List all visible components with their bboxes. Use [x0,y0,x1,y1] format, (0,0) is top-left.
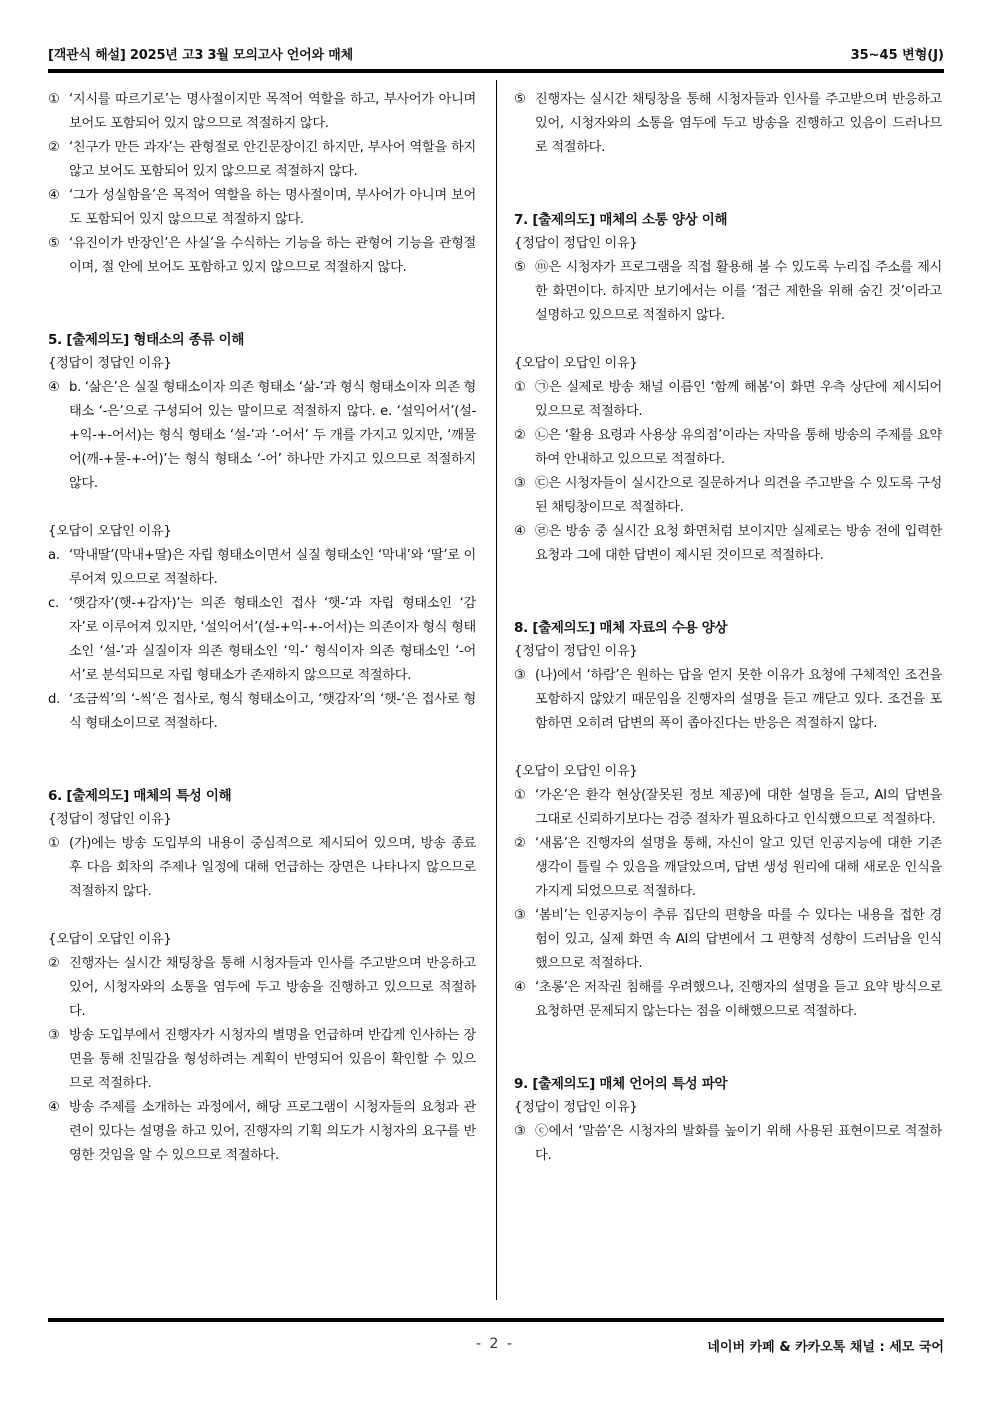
spacer [514,328,942,352]
item-marker: ④ [48,380,60,395]
correct-label: {정답이 정답인 이유} [514,236,638,251]
list-item [48,184,476,232]
q9-heading: 9. [출제의도] 매체 언어의 특성 파악 [514,1076,728,1092]
spacer [514,568,942,592]
q8-heading: 8. [출제의도] 매체 자료의 수용 양상 [514,620,728,636]
item-text: ‘가온’은 환각 현상(잘못된 정보 제공)에 대한 설명을 듣고, AI의 답변을 그대로 신뢰하기보다는 검증 절차가 필요하다고 인식했으므로 적절하다. [535,788,942,827]
spacer [48,280,476,304]
item-text: ㉣은 방송 중 실시간 요청 화면처럼 보이지만 실제로는 방송 전에 입력한 요청과 그에 대한 답변이 제시된 것이므로 적절하다. [535,524,942,563]
item-text: ‘그가 성실함을’은 목적어 역할을 하는 명사절이며, 부사어가 아니며 보어도 포함되어 있지 않으므로 적절하지 않다. [69,188,476,227]
item-text: ⓒ에서 ‘말씀’은 시청자의 발화를 높이기 위해 사용된 표현이므로 적절하다. [535,1124,942,1163]
spacer [48,736,476,760]
item-text: ‘초롱’은 저작권 침해를 우려했으나, 진행자의 설명을 듣고 요약 방식으로 요청하면 문제되지 않는다는 점을 이해했으므로 적절하다. [535,980,942,1019]
item-text: ‘햇감자’(햇-+감자)’는 의존 형태소인 접사 ‘햇-’과 자립 형태소인 ‘감자’로 이루어져 있지만, ‘설익어서’(설-+익-+-어서)는 의존이자 형식 형태소인 ‘설-’과 실질이자 의존 형태소인 ‘익-’ 형식이자 의존 형태소인 ‘-어서’로 분석되므로 자립 형태소가 존재하지 않으므로 적절하다. [69,596,476,683]
q7-heading: 7. [출제의도] 매체의 소통 양상 이해 [514,212,728,228]
item-marker: ② [514,428,526,443]
item-text: 방송 주제를 소개하는 과정에서, 해당 프로그램이 시청자들의 요청과 관련이 있다는 설명을 하고 있어, 진행자의 기획 의도가 시청자의 요구를 반영한 것임을 알 수 있으므로 적절하다. [69,1100,476,1163]
q6-heading: 6. [출제의도] 매체의 특성 이해 [48,788,232,804]
wrong-item [514,472,942,520]
wrong-item [48,1096,476,1168]
left-column [48,88,476,1168]
item-text: ㉠은 실제로 방송 채널 이름인 ‘함께 해봄’이 화면 우측 상단에 제시되어 있으므로 적절하다. [535,380,942,419]
wrong-item [514,520,942,568]
spacer [514,160,942,184]
item-marker: ④ [514,980,526,995]
item-text: ‘봄비’는 인공지능이 추류 집단의 편향을 따를 수 있다는 내용을 접한 경험이 있고, 실제 화면 속 AI의 답변에서 그 편향적 성향이 드러남을 인식했으므로 적절하다. [535,908,942,971]
q5-heading: 5. [출제의도] 형태소의 종류 이해 [48,332,245,348]
column-divider [496,80,497,1300]
footer-rule [48,1318,944,1322]
item-marker: ③ [514,908,526,923]
wrong-item [48,592,476,688]
page-number: - 2 - [476,1336,514,1352]
item-text: 진행자는 실시간 채팅창을 통해 시청자들과 인사를 주고받으며 반응하고 있어, 시청자와의 소통을 염두에 두고 방송을 진행하고 있음이 드러나므로 적절하다. [535,92,942,155]
correct-item [514,1120,942,1168]
item-marker: ③ [514,668,526,683]
correct-label: {정답이 정답인 이유} [48,356,172,371]
item-text: ㉢은 시청자들이 실시간으로 질문하거나 의견을 주고받을 수 있도록 구성된 채팅창이므로 적절하다. [535,476,942,515]
correct-item [48,376,476,496]
item-marker: d. [48,692,60,707]
header-rule [48,69,944,73]
item-marker: ⑤ [514,260,526,275]
item-text: ‘유진이가 반장인’은 사실’을 수식하는 기능을 하는 관형어 기능을 관형절이며, 절 안에 보어도 포함하고 있지 않으므로 적절하지 않다. [69,236,476,275]
wrong-label: {오답이 오답인 이유} [48,524,172,539]
item-text: 방송 도입부에서 진행자가 시청자의 별명을 언급하며 반갑게 인사하는 장면을 통해 친밀감을 형성하려는 계획이 반영되어 있음이 확인할 수 있으므로 적절하다. [69,1028,476,1091]
item-text: ㉡은 ‘활용 요령과 사용상 유의점’이라는 자막을 통해 방송의 주제를 요약하여 안내하고 있으므로 적절하다. [535,428,942,467]
item-text: ‘조금씩’의 ‘-씩’은 접사로, 형식 형태소이고, ‘햇감자’의 ‘햇-’은 접사로 형식 형태소이므로 적절하다. [69,692,476,731]
correct-label: {정답이 정답인 이유} [48,812,172,827]
spacer [48,496,476,520]
correct-label: {정답이 정답인 이유} [514,644,638,659]
item-marker: ④ [48,188,60,203]
item-text: ‘새롬’은 진행자의 설명을 통해, 자신이 알고 있던 인공지능에 대한 기존 생각이 틀릴 수 있음을 깨달았으며, 답변 생성 원리에 대해 새로운 인식을 가지게 되었으므로 적절하다. [535,836,942,899]
footer-channel: 네이버 카페 & 카카오톡 채널 : 세모 국어 [707,1340,944,1355]
item-marker: ⑤ [48,236,60,251]
item-marker: ④ [514,524,526,539]
spacer [48,760,476,784]
item-text: b. ‘삶은’은 실질 형태소이자 의존 형태소 ‘삶-’과 형식 형태소이자 의존 형태소 ‘-은’으로 구성되어 있는 말이므로 적절하지 않다. e. ‘설익어서’(설-+익-+-어서)는 형식 형태소 ‘설-’과 ‘-어서’ 두 개를 가지고 있지만, ‘깨물어(깨-+물-+-어)’는 형식 형태소 ‘-어’ 하나만 가지고 있으므로 적절하지 않다. [69,380,476,491]
list-item [48,88,476,136]
item-marker: ④ [48,1100,60,1115]
wrong-item [514,976,942,1024]
item-marker: ③ [514,1124,526,1139]
item-marker: ① [514,788,526,803]
item-marker: ③ [514,476,526,491]
spacer [514,1048,942,1072]
item-marker: ② [514,836,526,851]
wrong-item [514,904,942,976]
wrong-item [48,688,476,736]
list-item [48,136,476,184]
wrong-label: {오답이 오답인 이유} [48,932,172,947]
item-marker: ① [48,836,60,851]
item-text: (나)에서 ‘하람’은 원하는 답을 얻지 못한 이유가 요청에 구체적인 조건을 포함하지 않았기 때문임을 진행자의 설명을 듣고 깨닫고 있다. 조건을 포함하면 오히려 답변의 폭이 좁아진다는 반응은 적절하지 않다. [535,668,942,731]
list-item [514,88,942,160]
item-text: ⓜ은 시청자가 프로그램을 직접 활용해 볼 수 있도록 누리집 주소를 제시한 화면이다. 하지만 보기에서는 이를 ‘접근 제한을 위해 숨긴 것’이라고 설명하고 있으므로 적절하지 않다. [535,260,942,323]
header-title: [객관식 해설] 2025년 고3 3월 모의고사 언어와 매체 [48,48,353,63]
item-text: 진행자는 실시간 채팅창을 통해 시청자들과 인사를 주고받으며 반응하고 있어, 시청자와의 소통을 염두에 두고 방송을 진행하고 있으므로 적절하다. [69,956,476,1019]
correct-item [514,664,942,736]
item-text: ‘친구가 만든 과자’는 관형절로 안긴문장이긴 하지만, 부사어 역할을 하지 않고 보어도 포함되어 있지 않으므로 적절하지 않다. [69,140,476,179]
header-exam-code: 35~45 변형(J) [850,48,944,63]
wrong-label: {오답이 오답인 이유} [514,356,638,371]
wrong-label: {오답이 오답인 이유} [514,764,638,779]
wrong-item [48,952,476,1024]
item-marker: ② [48,956,60,971]
spacer [514,592,942,616]
item-marker: ⑤ [514,92,526,107]
item-marker: ① [514,380,526,395]
item-text: ‘지시를 따르기로’는 명사절이지만 목적어 역할을 하고, 부사어가 아니며 보어도 포함되어 있지 않으므로 적절하지 않다. [69,92,476,131]
wrong-item [514,424,942,472]
wrong-item [48,544,476,592]
item-text: (가)에는 방송 도입부의 내용이 중심적으로 제시되어 있으며, 방송 종료 후 다음 회차의 주제나 일정에 대해 언급하는 장면은 나타나지 않으므로 적절하지 않다. [69,836,476,899]
spacer [48,904,476,928]
list-item [48,232,476,280]
correct-item [48,832,476,904]
wrong-item [514,832,942,904]
item-marker: ③ [48,1028,60,1043]
correct-item [514,256,942,328]
spacer [514,184,942,208]
item-marker: a. [48,548,60,563]
spacer [48,304,476,328]
correct-label: {정답이 정답인 이유} [514,1100,638,1115]
wrong-item [514,376,942,424]
item-marker: ② [48,140,60,155]
item-text: ‘막내딸’(막내+딸)은 자립 형태소이면서 실질 형태소인 ‘막내’와 ‘딸’로 이루어져 있으므로 적절하다. [69,548,476,587]
spacer [514,1024,942,1048]
item-marker: ① [48,92,60,107]
spacer [514,736,942,760]
wrong-item [514,784,942,832]
wrong-item [48,1024,476,1096]
item-marker: c. [48,596,59,611]
page-header [48,44,944,70]
right-column [514,88,942,1168]
